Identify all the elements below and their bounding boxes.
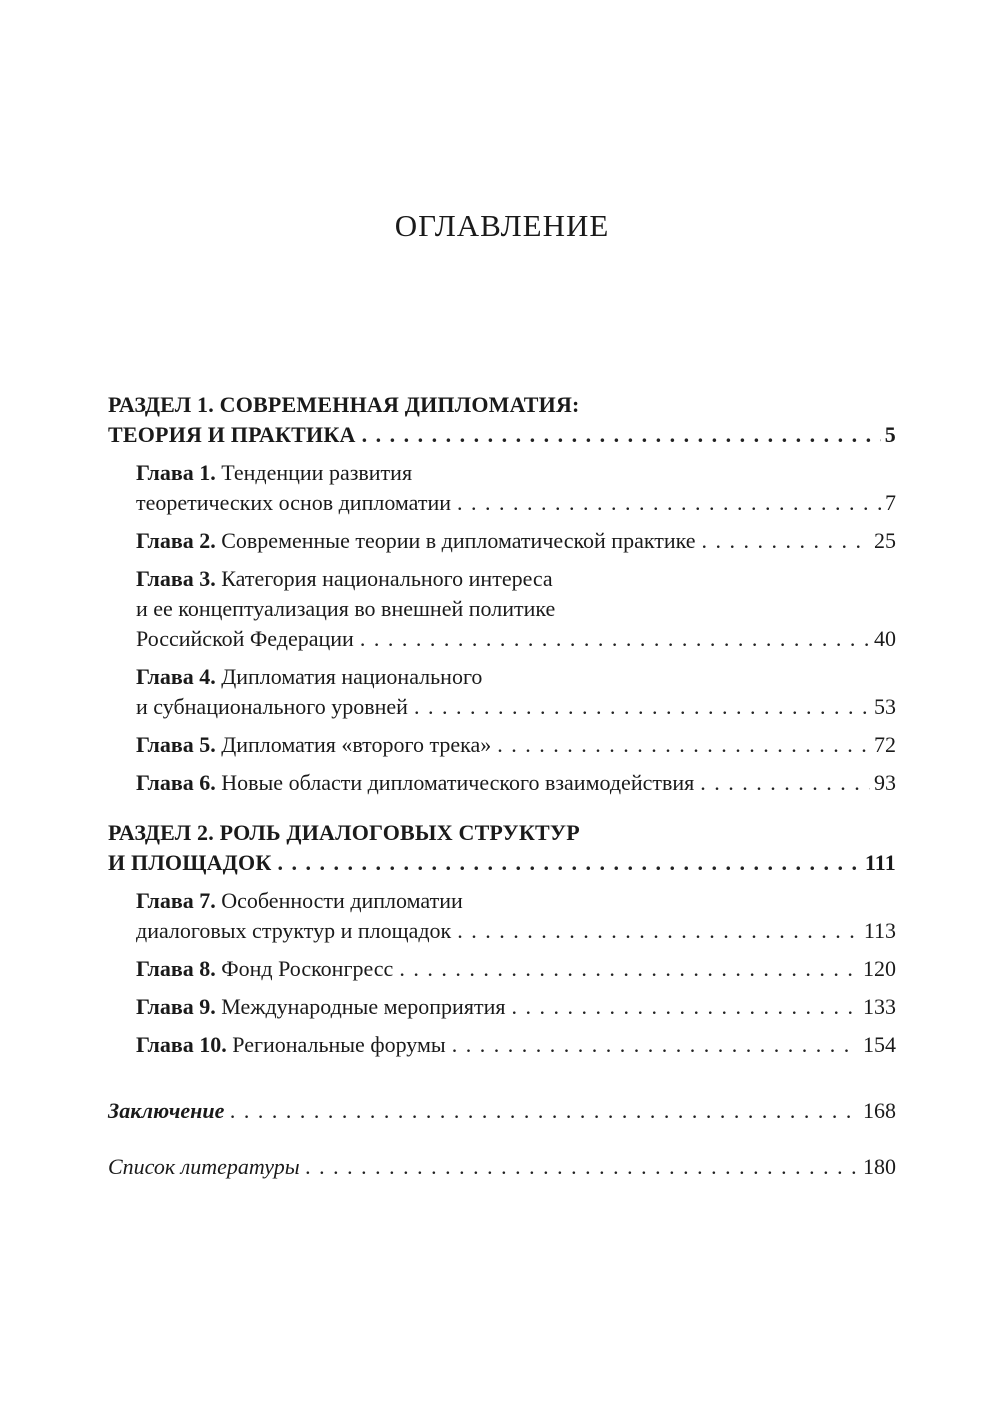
dot-leader [362, 420, 881, 450]
dot-leader [511, 992, 859, 1022]
chapter-1-title-last: теоретических основ дипломатии [136, 490, 452, 515]
chapter-6-page: 93 [874, 770, 896, 795]
table-of-contents [108, 390, 896, 1182]
dot-leader [360, 624, 870, 654]
section-1-title-line1: РАЗДЕЛ 1. СОВРЕМЕННАЯ ДИПЛОМАТИЯ: [108, 392, 580, 417]
chapter-9-title: Международные мероприятия [221, 994, 506, 1019]
chapter-4-page: 53 [874, 694, 896, 719]
chapter-3-label: Глава 3. [136, 566, 216, 591]
chapter-9[interactable] [108, 992, 896, 1022]
chapter-4-title-last: и субнационального уровней [136, 694, 408, 719]
conclusion-label: Заключение [108, 1098, 225, 1123]
dot-leader [277, 848, 860, 878]
chapter-8-page: 120 [863, 956, 896, 981]
chapter-4[interactable] [108, 662, 896, 722]
chapter-1-label: Глава 1. [136, 460, 216, 485]
references-label: Список литературы [108, 1154, 300, 1179]
section-1-page: 5 [884, 422, 896, 447]
dot-leader [497, 730, 870, 760]
chapter-3[interactable] [108, 564, 896, 654]
chapter-2[interactable] [108, 526, 896, 556]
chapter-3-title-line1: Категория национального интереса [221, 566, 553, 591]
dot-leader [457, 488, 881, 518]
chapter-8-title: Фонд Росконгресс [221, 956, 394, 981]
chapter-1-page: 7 [885, 490, 896, 515]
dot-leader [700, 768, 870, 798]
chapter-10[interactable] [108, 1030, 896, 1060]
chapter-7-title-line1: Особенности дипломатии [221, 888, 463, 913]
section-2-title-line1: РАЗДЕЛ 2. РОЛЬ ДИАЛОГОВЫХ СТРУКТУР [108, 820, 580, 845]
chapter-7-page: 113 [863, 918, 896, 943]
chapter-8-label: Глава 8. [136, 956, 216, 981]
chapter-2-title: Современные теории в дипломатической практике [221, 528, 696, 553]
chapter-3-title-line2: и ее концептуализация во внешней политике [136, 596, 556, 621]
dot-leader [399, 954, 859, 984]
references-entry[interactable] [108, 1152, 896, 1182]
dot-leader [414, 692, 870, 722]
chapter-5[interactable] [108, 730, 896, 760]
conclusion-entry[interactable] [108, 1096, 896, 1126]
chapter-1-title-line1: Тенденции развития [221, 460, 413, 485]
chapter-9-page: 133 [863, 994, 896, 1019]
chapter-4-title-line1: Дипломатия национального [221, 664, 483, 689]
chapter-7[interactable] [108, 886, 896, 946]
chapter-2-label: Глава 2. [136, 528, 216, 553]
dot-leader [702, 526, 870, 556]
chapter-10-page: 154 [863, 1032, 896, 1057]
chapter-5-page: 72 [874, 732, 896, 757]
chapter-6-title: Новые области дипломатического взаимодействия [221, 770, 695, 795]
chapter-8[interactable] [108, 954, 896, 984]
chapter-3-page: 40 [874, 626, 896, 651]
dot-leader [457, 916, 860, 946]
section-2-page: 111 [864, 850, 896, 875]
section-1[interactable] [108, 390, 896, 450]
conclusion-page: 168 [863, 1098, 896, 1123]
chapter-4-label: Глава 4. [136, 664, 216, 689]
section-2-title-line2: И ПЛОЩАДОК [108, 850, 272, 875]
section-2[interactable] [108, 818, 896, 878]
chapter-10-label: Глава 10. [136, 1032, 227, 1057]
section-1-title-line2: ТЕОРИЯ И ПРАКТИКА [108, 422, 356, 447]
chapter-5-label: Глава 5. [136, 732, 216, 757]
chapter-7-label: Глава 7. [136, 888, 216, 913]
chapter-6[interactable] [108, 768, 896, 798]
dot-leader [306, 1152, 859, 1182]
chapter-6-label: Глава 6. [136, 770, 216, 795]
chapter-5-title: Дипломатия «второго трека» [221, 732, 492, 757]
chapter-9-label: Глава 9. [136, 994, 216, 1019]
chapter-2-page: 25 [874, 528, 896, 553]
dot-leader [452, 1030, 859, 1060]
dot-leader [230, 1096, 859, 1126]
page-title: ОГЛАВЛЕНИЕ [394, 208, 610, 243]
chapter-10-title: Региональные форумы [232, 1032, 446, 1057]
chapter-7-title-last: диалоговых структур и площадок [136, 918, 452, 943]
chapter-3-title-last: Российской Федерации [136, 626, 354, 651]
references-page: 180 [863, 1154, 896, 1179]
chapter-1[interactable] [108, 458, 896, 518]
